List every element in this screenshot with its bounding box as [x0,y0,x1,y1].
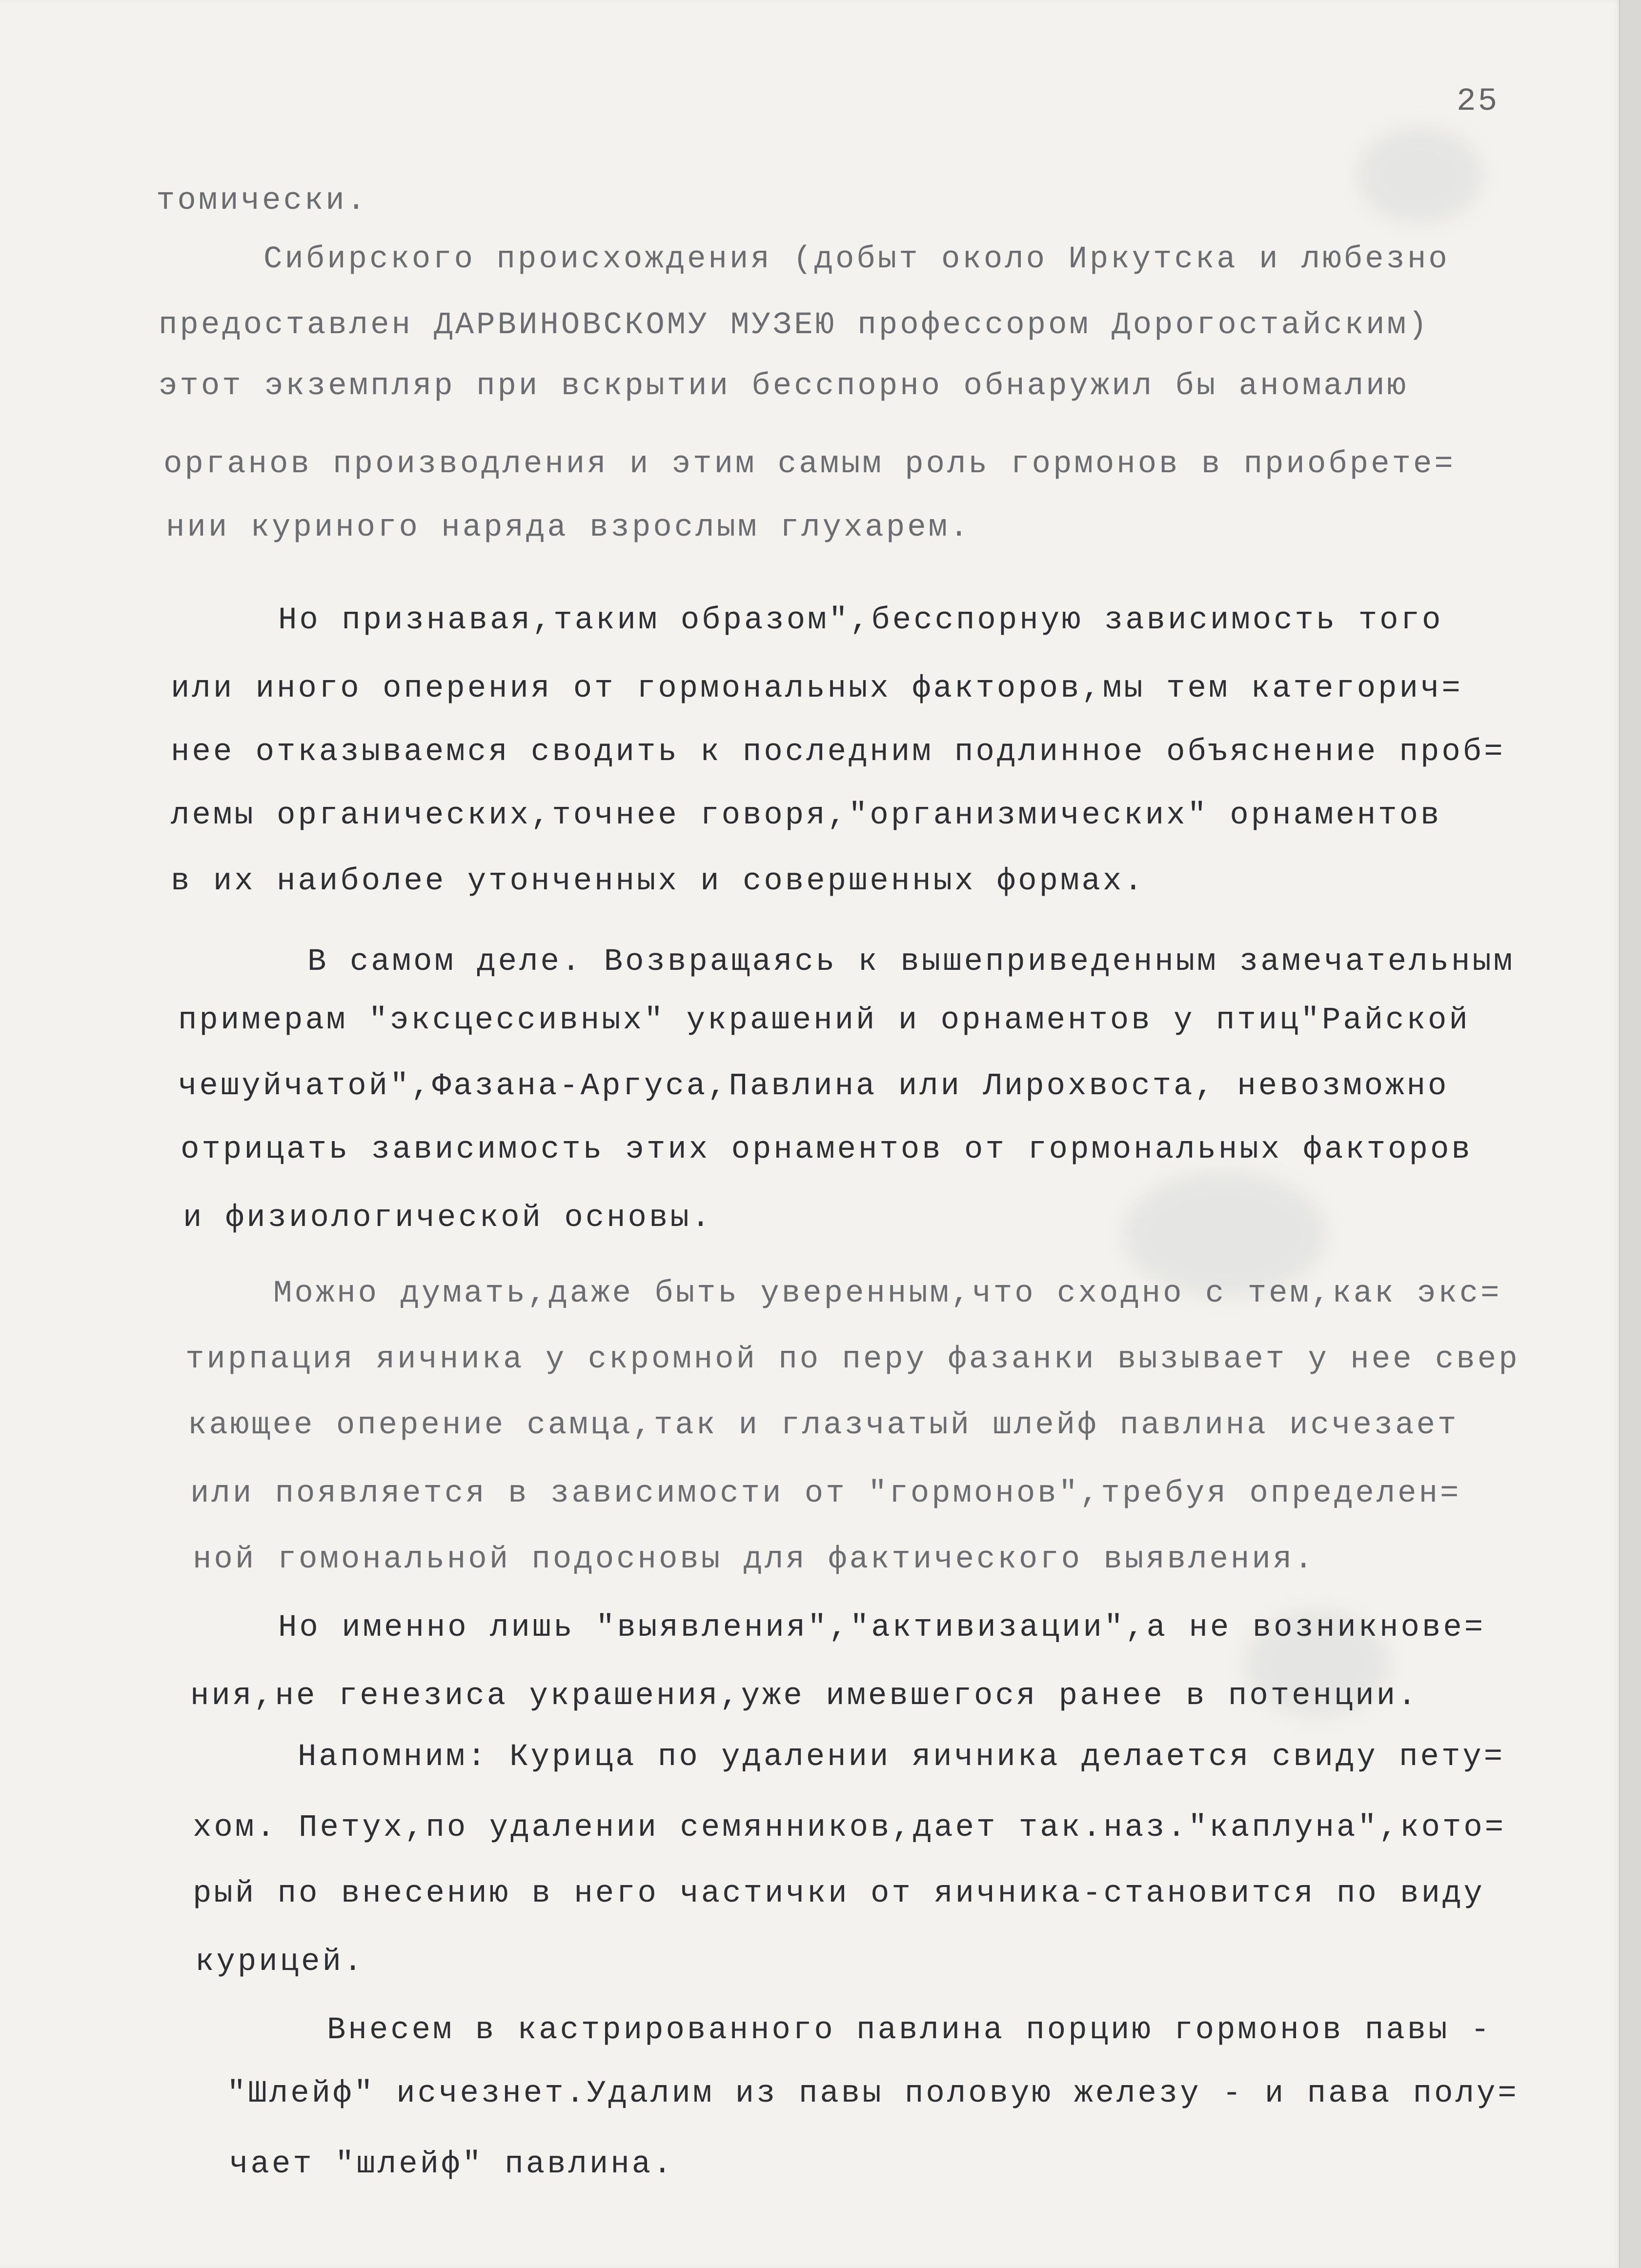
text-line: нии куриного наряда взрослым глухарем. [166,510,971,545]
text-line: или иного оперения от гормональных факторов,мы тем категорич= [171,671,1463,706]
text-line: в их наиболее утонченных и совершенных формах. [171,864,1145,899]
text-line: и физиологической основы. [183,1201,713,1236]
text-line: Напомним: Курица по удалении яичника делается свиду пету= [298,1740,1505,1775]
text-line: тирпация яичника у скромной по перу фазанки вызывает у нее свер [185,1342,1520,1377]
text-line: органов производления и этим самым роль гормонов в приобрете= [163,447,1456,482]
text-line: рый по внесению в него частички от яичника-становится по виду [193,1876,1485,1911]
text-line: кающее оперение самца,так и глазчатый шлейф павлина исчезает [188,1408,1459,1443]
text-line: примерам "эксцессивных" украшений и орнаментов у птиц"Райской [178,1003,1470,1038]
text-line: Но признавая,таким образом",бесспорную зависимость того [278,603,1443,638]
text-line: ной гомональной подосновы для фактического выявления. [193,1542,1316,1577]
text-line: предоставлен ДАРВИНОВСКОМУ МУЗЕЮ профессором Дорогостайским) [159,308,1430,343]
page-edge [1619,0,1641,2268]
text-line: В самом деле. Возвращаясь к вышеприведенным замечательным [307,944,1515,980]
text-line: ния,не генезиса украшения,уже имевшегося ранее в потенции. [190,1679,1419,1714]
text-line: Внесем в кастрированного павлина порцию гормонов павы - [327,2013,1492,2048]
text-line: отрицать зависимость этих орнаментов от гормональных факторов [181,1132,1473,1167]
text-line: хом. Петух,по удалении семянников,дает так.наз."каплуна",кото= [193,1810,1506,1846]
text-line: "Шлейф" исчезнет.Удалим из павы половую железу - и пава полу= [227,2076,1519,2111]
text-line: Сибирского происхождения (добыт около Иркутска и любезно [263,242,1450,277]
text-line: чает "шлейф" павлина. [229,2147,674,2182]
text-line: нее отказываемся сводить к последним подлинное объяснение проб= [171,735,1505,770]
text-line: курицей. [195,1945,365,1980]
text-line: или появляется в зависимости от "гормонов",требуя определен= [190,1476,1461,1511]
text-line: чешуйчатой",Фазана-Аргуса,Павлина или Лирохвоста, невозможно [178,1069,1449,1104]
text-line: Можно думать,даже быть уверенным,что сходно с тем,как экс= [273,1276,1502,1311]
text-line: томически. [156,183,368,219]
page-number: 25 [1457,83,1499,120]
paper-stain [1357,127,1483,224]
text-line: лемы органических,точнее говоря,"организмических" орнаментов [171,798,1442,833]
text-line: этот экземпляр при вскрытии бесспорно обнаружил бы аномалию [159,369,1408,404]
text-line: Но именно лишь "выявления","активизации",а не возникнове= [278,1610,1486,1646]
